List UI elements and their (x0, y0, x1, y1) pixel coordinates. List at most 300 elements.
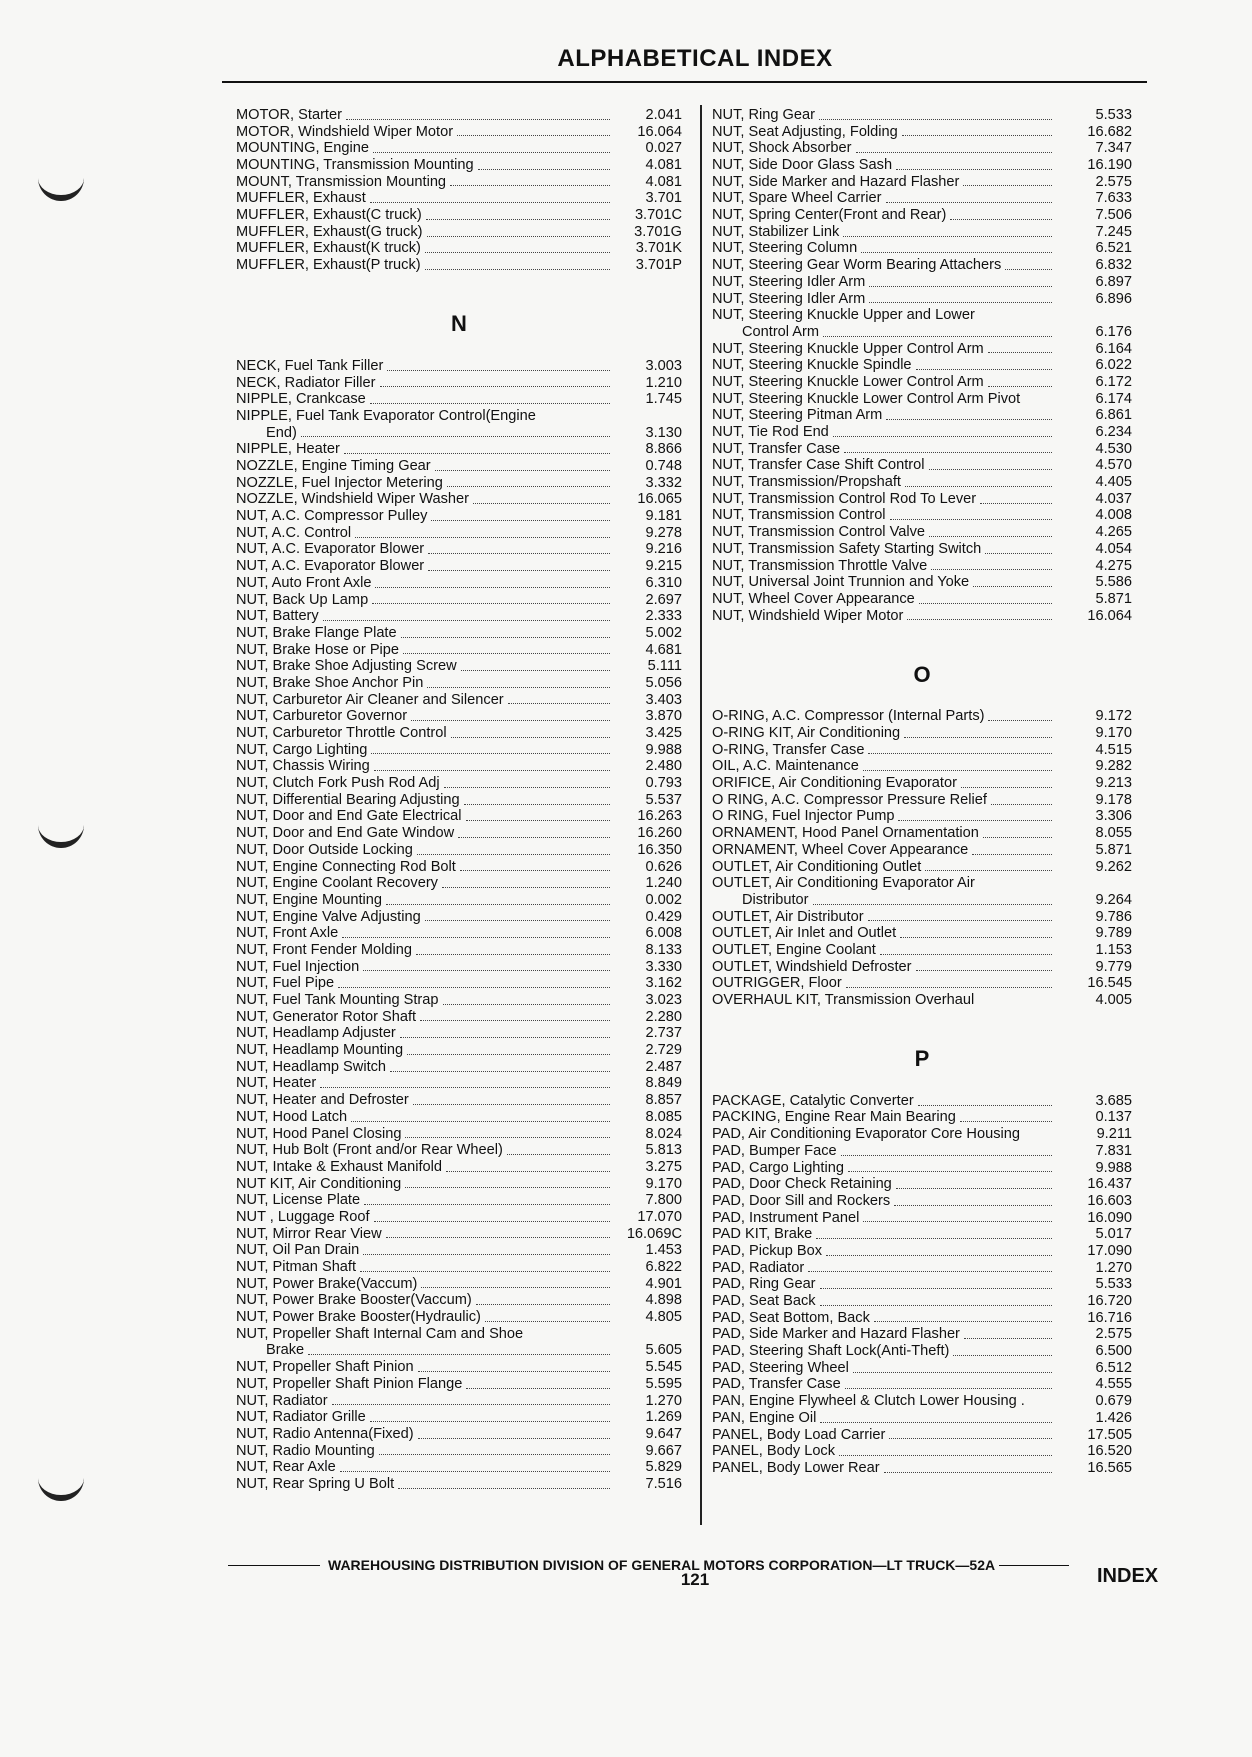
dot-leader (370, 403, 610, 404)
index-entry (712, 391, 1132, 408)
entry-page-ref: 0.002 (645, 891, 682, 908)
entry-label: NUT, Differential Bearing Adjusting (236, 791, 460, 808)
entry-page-ref: 9.216 (645, 541, 682, 558)
dot-leader (418, 1438, 610, 1439)
entry-page-ref: 16.565 (1087, 1459, 1132, 1476)
index-entry (712, 491, 1132, 508)
dot-leader (473, 503, 610, 504)
spacer (712, 1076, 1132, 1093)
entry-page-ref: 1.270 (1095, 1259, 1132, 1276)
entry-page-ref: 2.737 (645, 1025, 682, 1042)
section-letter-heading: O (913, 661, 931, 687)
entry-label: OUTLET, Air Conditioning Outlet (712, 858, 922, 875)
dot-leader (346, 119, 610, 120)
dot-leader (401, 637, 610, 638)
dot-leader (991, 804, 1052, 805)
index-entry (236, 742, 682, 759)
dot-leader (379, 1454, 610, 1455)
entry-label: O-RING, Transfer Case (712, 741, 865, 758)
entry-page-ref: 6.512 (1095, 1359, 1132, 1376)
index-entry (712, 157, 1132, 174)
entry-label: NUT, Steering Knuckle Upper and Lower (712, 307, 975, 324)
entry-page-ref: 6.861 (1095, 407, 1132, 424)
index-entry (236, 809, 682, 826)
column-divider (700, 105, 702, 1525)
entry-label: NOZZLE, Fuel Injector Metering (236, 474, 443, 491)
entry-page-ref: 3.306 (1095, 808, 1132, 825)
index-entry (236, 1409, 682, 1426)
dot-leader (983, 837, 1052, 838)
entry-label: OUTLET, Air Inlet and Outlet (712, 925, 897, 942)
entry-label: MUFFLER, Exhaust(P truck) (236, 257, 421, 274)
entry-page-ref: 7.245 (1095, 223, 1132, 240)
entry-label: NUT, Stabilizer Link (712, 223, 840, 240)
dot-leader (447, 486, 610, 487)
entry-label: NUT, Transmission Control Rod To Lever (712, 490, 977, 507)
entry-label: NUT, Spare Wheel Carrier (712, 190, 882, 207)
index-entry (236, 475, 682, 492)
index-entry (712, 1343, 1132, 1360)
dot-leader (861, 252, 1052, 253)
entry-page-ref: 6.832 (1095, 257, 1132, 274)
index-entry (236, 1009, 682, 1026)
entry-label: MUFFLER, Exhaust(C truck) (236, 207, 422, 224)
entry-page-ref: 8.866 (645, 441, 682, 458)
entry-label: NUT, Pitman Shaft (236, 1259, 357, 1276)
dot-leader (931, 569, 1052, 570)
entry-label: NUT, A.C. Evaporator Blower (236, 541, 425, 558)
index-entry (236, 775, 682, 792)
entry-page-ref: 5.813 (645, 1142, 682, 1159)
entry-label: PAD, Radiator (712, 1259, 805, 1276)
entry-label: NUT, Engine Mounting (236, 891, 383, 908)
entry-label: NUT, Door and End Gate Electrical (236, 808, 462, 825)
index-entry (236, 1042, 682, 1059)
index-entry (712, 1126, 1132, 1143)
entry-page-ref: 5.871 (1095, 590, 1132, 607)
index-entry-continuation (236, 425, 682, 442)
page-number: 121 (680, 1570, 710, 1589)
entry-page-ref: 9.779 (1095, 958, 1132, 975)
entry-page-ref: 3.701G (634, 223, 682, 240)
index-entry (712, 1210, 1132, 1227)
dot-leader (988, 386, 1052, 387)
index-entry (236, 1092, 682, 1109)
entry-page-ref: 4.081 (645, 157, 682, 174)
entry-label: NUT, Propeller Shaft Pinion (236, 1359, 414, 1376)
index-entry (712, 591, 1132, 608)
entry-page-ref: 16.716 (1087, 1309, 1132, 1326)
dot-leader (961, 787, 1052, 788)
entry-label: PAD, Seat Bottom, Back (712, 1309, 870, 1326)
dot-leader (507, 1154, 610, 1155)
dot-leader (964, 1338, 1052, 1339)
entry-label: PACKING, Engine Rear Main Bearing (712, 1109, 956, 1126)
footer-text: WAREHOUSING DISTRIBUTION DIVISION OF GENERAL MOTORS CORPORATION—LT TRUCK—52A (328, 1557, 996, 1573)
index-entry (712, 1276, 1132, 1293)
entry-label: OUTRIGGER, Floor (712, 975, 842, 992)
dot-leader (458, 837, 610, 838)
dot-leader (820, 1305, 1052, 1306)
dot-leader (425, 252, 610, 253)
entry-label: End) (266, 424, 297, 441)
entry-label: PAD, Cargo Lighting (712, 1159, 844, 1176)
entry-page-ref: 4.054 (1095, 540, 1132, 557)
index-entry (712, 608, 1132, 625)
index-entry (712, 424, 1132, 441)
dot-leader (902, 135, 1052, 136)
index-entry (236, 525, 682, 542)
dot-leader (450, 185, 610, 186)
index-entry (236, 157, 682, 174)
entry-label: PAD, Transfer Case (712, 1376, 841, 1393)
entry-page-ref: 2.487 (645, 1058, 682, 1075)
index-entry (236, 1209, 682, 1226)
index-entry (236, 207, 682, 224)
entry-page-ref: 9.262 (1095, 858, 1132, 875)
entry-page-ref: 4.037 (1095, 490, 1132, 507)
entry-page-ref: 2.041 (645, 106, 682, 123)
index-entry (236, 875, 682, 892)
entry-label: NUT, Universal Joint Trunnion and Yoke (712, 574, 970, 591)
index-entry (236, 859, 682, 876)
dot-leader (886, 202, 1053, 203)
index-entry (236, 1309, 682, 1326)
dot-leader (869, 286, 1052, 287)
dot-leader (390, 1071, 610, 1072)
dot-leader (374, 1221, 610, 1222)
dot-leader (868, 920, 1052, 921)
index-entry (236, 1443, 682, 1460)
dot-leader (344, 453, 610, 454)
index-entry (236, 1276, 682, 1293)
dot-leader (427, 236, 610, 237)
dot-leader (400, 1037, 610, 1038)
entry-page-ref: 9.170 (645, 1175, 682, 1192)
index-entry (236, 909, 682, 926)
entry-label: OVERHAUL KIT, Transmission Overhaul (712, 992, 975, 1009)
entry-label: NUT, Oil Pan Drain (236, 1242, 360, 1259)
entry-page-ref: 7.516 (645, 1475, 682, 1492)
dot-leader (907, 619, 1052, 620)
entry-page-ref: 9.988 (1095, 1159, 1132, 1176)
index-entry (236, 1059, 682, 1076)
entry-page-ref: 2.575 (1095, 173, 1132, 190)
entry-page-ref: 7.800 (645, 1192, 682, 1209)
entry-label: PAD, Door Check Retaining (712, 1176, 892, 1193)
entry-label: NUT, Heater (236, 1075, 317, 1092)
index-entry (236, 1242, 682, 1259)
entry-page-ref: 4.081 (645, 173, 682, 190)
index-entry (236, 241, 682, 258)
index-entry (236, 1393, 682, 1410)
index-entry (236, 925, 682, 942)
entry-label: NUT, Hood Panel Closing (236, 1125, 402, 1142)
dot-leader (820, 1422, 1052, 1423)
entry-label: OUTLET, Engine Coolant (712, 941, 876, 958)
entry-page-ref: 3.701 (645, 190, 682, 207)
dot-leader (301, 436, 610, 437)
entry-page-ref: 1.240 (645, 875, 682, 892)
entry-page-ref: 7.633 (1095, 190, 1132, 207)
entry-label: Control Arm (742, 323, 820, 340)
dot-leader (845, 1388, 1052, 1389)
index-entry (236, 792, 682, 809)
index-entry (236, 942, 682, 959)
dot-leader (916, 970, 1052, 971)
entry-page-ref: 5.829 (645, 1459, 682, 1476)
entry-page-ref: 5.595 (645, 1375, 682, 1392)
dot-leader (916, 369, 1052, 370)
entry-label: NUT, Mirror Rear View (236, 1225, 382, 1242)
dot-leader (843, 236, 1052, 237)
index-entry (712, 407, 1132, 424)
index-entry (236, 558, 682, 575)
dot-leader (476, 1304, 610, 1305)
index-entry (236, 408, 682, 425)
index-entry (712, 1360, 1132, 1377)
index-entry (236, 1459, 682, 1476)
entry-page-ref: 16.350 (637, 841, 682, 858)
entry-label: NUT, Steering Column (712, 240, 858, 257)
entry-page-ref: 6.172 (1095, 373, 1132, 390)
index-entry (712, 207, 1132, 224)
entry-label: NUT, Brake Shoe Anchor Pin (236, 674, 424, 691)
index-entry (712, 124, 1132, 141)
entry-page-ref: 3.162 (645, 975, 682, 992)
section-letter-heading: P (914, 1046, 930, 1072)
entry-page-ref: 17.090 (1087, 1242, 1132, 1259)
entry-page-ref: 0.137 (1095, 1109, 1132, 1126)
index-entry (712, 174, 1132, 191)
dot-leader (925, 870, 1052, 871)
dot-leader (863, 1221, 1052, 1222)
index-entry (236, 975, 682, 992)
entry-page-ref: 4.275 (1095, 557, 1132, 574)
section-letter-heading: N (451, 311, 467, 337)
dot-leader (417, 854, 610, 855)
dot-leader (444, 787, 610, 788)
dot-leader (460, 870, 610, 871)
entry-label: NIPPLE, Heater (236, 441, 340, 458)
entry-label: MUFFLER, Exhaust(K truck) (236, 240, 421, 257)
dot-leader (844, 452, 1052, 453)
entry-page-ref: 8.849 (645, 1075, 682, 1092)
entry-label: PAD KIT, Brake (712, 1226, 813, 1243)
index-entry (712, 1427, 1132, 1444)
entry-label: MUFFLER, Exhaust(G truck) (236, 223, 423, 240)
entry-label: NUT, Front Fender Molding (236, 941, 413, 958)
dot-leader (443, 1004, 610, 1005)
entry-label: PAN, Engine Flywheel & Clutch Lower Housing . (712, 1393, 1025, 1410)
entry-page-ref: 6.897 (1095, 273, 1132, 290)
entry-page-ref: 3.130 (645, 424, 682, 441)
entry-page-ref: 16.190 (1087, 157, 1132, 174)
index-entry (236, 1226, 682, 1243)
entry-page-ref: 5.537 (645, 791, 682, 808)
dot-leader (953, 1355, 1052, 1356)
entry-page-ref: 6.310 (645, 574, 682, 591)
entry-page-ref: 17.070 (637, 1208, 682, 1225)
entry-page-ref: 16.064 (637, 123, 682, 140)
index-entry (236, 1025, 682, 1042)
entry-page-ref: 9.178 (1095, 791, 1132, 808)
entry-label: NUT, Carburetor Throttle Control (236, 725, 447, 742)
entry-label: NUT, Rear Spring U Bolt (236, 1475, 395, 1492)
entry-page-ref: 16.090 (1087, 1209, 1132, 1226)
index-entry (712, 307, 1132, 324)
entry-label: NUT, Rear Axle (236, 1459, 336, 1476)
entry-page-ref: 4.901 (645, 1275, 682, 1292)
index-entry (236, 1326, 682, 1343)
index-entry (712, 374, 1132, 391)
entry-label: NUT, Windshield Wiper Motor (712, 607, 904, 624)
entry-page-ref: 3.332 (645, 474, 682, 491)
index-entry (712, 842, 1132, 859)
dot-leader (816, 1238, 1052, 1239)
entry-label: NUT, Ring Gear (712, 106, 815, 123)
dot-leader (421, 1287, 610, 1288)
index-entry (712, 1460, 1132, 1477)
dot-leader (466, 1388, 610, 1389)
dot-leader (508, 703, 610, 704)
dot-leader (823, 336, 1052, 337)
entry-label: NECK, Fuel Tank Filler (236, 357, 384, 374)
index-entry (712, 357, 1132, 374)
entry-page-ref: 16.069C (626, 1225, 682, 1242)
dot-leader (950, 219, 1052, 220)
entry-label: NUT, Cargo Lighting (236, 741, 368, 758)
index-entry (712, 457, 1132, 474)
spacer (712, 641, 1132, 658)
entry-page-ref: 9.282 (1095, 758, 1132, 775)
dot-leader (363, 1254, 610, 1255)
dot-leader (929, 536, 1052, 537)
entry-label: NIPPLE, Fuel Tank Evaporator Control(Engine (236, 407, 536, 424)
index-entry (712, 959, 1132, 976)
binding-hole-mark (38, 165, 84, 201)
entry-page-ref: 6.008 (645, 925, 682, 942)
entry-label: NUT, Generator Rotor Shaft (236, 1008, 417, 1025)
entry-label: NUT, Side Marker and Hazard Flasher (712, 173, 960, 190)
index-entry (712, 942, 1132, 959)
dot-leader (874, 1321, 1052, 1322)
binding-hole-mark (38, 812, 84, 848)
dot-leader (370, 1421, 610, 1422)
index-entry (712, 474, 1132, 491)
dot-leader (929, 469, 1053, 470)
dot-leader (428, 570, 610, 571)
entry-label: NUT, Radio Mounting (236, 1442, 375, 1459)
index-entry (236, 542, 682, 559)
index-entry (712, 825, 1132, 842)
index-entry (236, 358, 682, 375)
entry-label: PAD, Pickup Box (712, 1242, 823, 1259)
index-entry (236, 1359, 682, 1376)
index-column-left (236, 107, 682, 1493)
entry-label: NUT , Luggage Roof (236, 1208, 370, 1225)
entry-page-ref: 4.005 (1095, 992, 1132, 1009)
entry-label: NUT KIT, Air Conditioning (236, 1175, 402, 1192)
entry-label: NUT, Engine Valve Adjusting (236, 908, 421, 925)
entry-label: OUTLET, Air Conditioning Evaporator Air (712, 875, 975, 892)
index-entry (236, 257, 682, 274)
entry-label: NUT, Tie Rod End (712, 424, 829, 441)
dot-leader (332, 1404, 610, 1405)
entry-page-ref: 17.505 (1087, 1426, 1132, 1443)
index-entry (236, 508, 682, 525)
index-entry (712, 975, 1132, 992)
dot-leader (826, 1255, 1052, 1256)
entry-page-ref: 0.027 (645, 140, 682, 157)
entry-page-ref: 0.748 (645, 458, 682, 475)
entry-label: Distributor (742, 891, 809, 908)
dot-leader (425, 269, 610, 270)
entry-label: NOZZLE, Engine Timing Gear (236, 458, 431, 475)
entry-page-ref: 9.181 (645, 508, 682, 525)
entry-label: ORNAMENT, Hood Panel Ornamentation (712, 825, 979, 842)
entry-page-ref: 8.055 (1095, 825, 1132, 842)
index-entry (236, 892, 682, 909)
index-entry (712, 190, 1132, 207)
entry-label: PAD, Instrument Panel (712, 1209, 860, 1226)
entry-page-ref: 8.024 (645, 1125, 682, 1142)
entry-page-ref: 4.570 (1095, 457, 1132, 474)
index-entry (236, 608, 682, 625)
entry-label: NUT, Radiator Grille (236, 1409, 366, 1426)
index-entry (236, 1476, 682, 1493)
entry-label: NUT, Fuel Injection (236, 958, 360, 975)
dot-leader (485, 1321, 610, 1322)
index-entry (712, 992, 1132, 1009)
entry-label: ORIFICE, Air Conditioning Evaporator (712, 775, 957, 792)
entry-label: O RING, Fuel Injector Pump (712, 808, 895, 825)
index-entry (712, 875, 1132, 892)
entry-page-ref: 6.234 (1095, 424, 1132, 441)
entry-page-ref: 9.215 (645, 558, 682, 575)
dot-leader (841, 1155, 1052, 1156)
dot-leader (848, 1171, 1052, 1172)
entry-label: NUT, Power Brake(Vaccum) (236, 1275, 418, 1292)
entry-label: NUT, Fuel Pipe (236, 975, 335, 992)
index-entry (236, 725, 682, 742)
dot-leader (426, 219, 610, 220)
dot-leader (431, 520, 610, 521)
dot-leader (464, 804, 610, 805)
entry-page-ref: 1.153 (1095, 941, 1132, 958)
entry-page-ref: 6.500 (1095, 1343, 1132, 1360)
entry-label: NUT, Heater and Defroster (236, 1092, 409, 1109)
dot-leader (918, 1105, 1052, 1106)
entry-page-ref: 4.681 (645, 641, 682, 658)
entry-page-ref: 4.008 (1095, 507, 1132, 524)
entry-page-ref: 5.545 (645, 1359, 682, 1376)
entry-page-ref: 4.555 (1095, 1376, 1132, 1393)
dot-leader (905, 486, 1052, 487)
dot-leader (478, 169, 610, 170)
index-entry (236, 1076, 682, 1093)
dot-leader (375, 587, 610, 588)
index-entry (236, 592, 682, 609)
entry-label: PAD, Ring Gear (712, 1276, 816, 1293)
index-entry (712, 1293, 1132, 1310)
dot-leader (960, 1121, 1052, 1122)
dot-leader (403, 653, 610, 654)
entry-label: NUT, Transmission Safety Starting Switch (712, 540, 982, 557)
index-entry (712, 1310, 1132, 1327)
dot-leader (380, 386, 611, 387)
binding-hole-mark (38, 1465, 84, 1501)
